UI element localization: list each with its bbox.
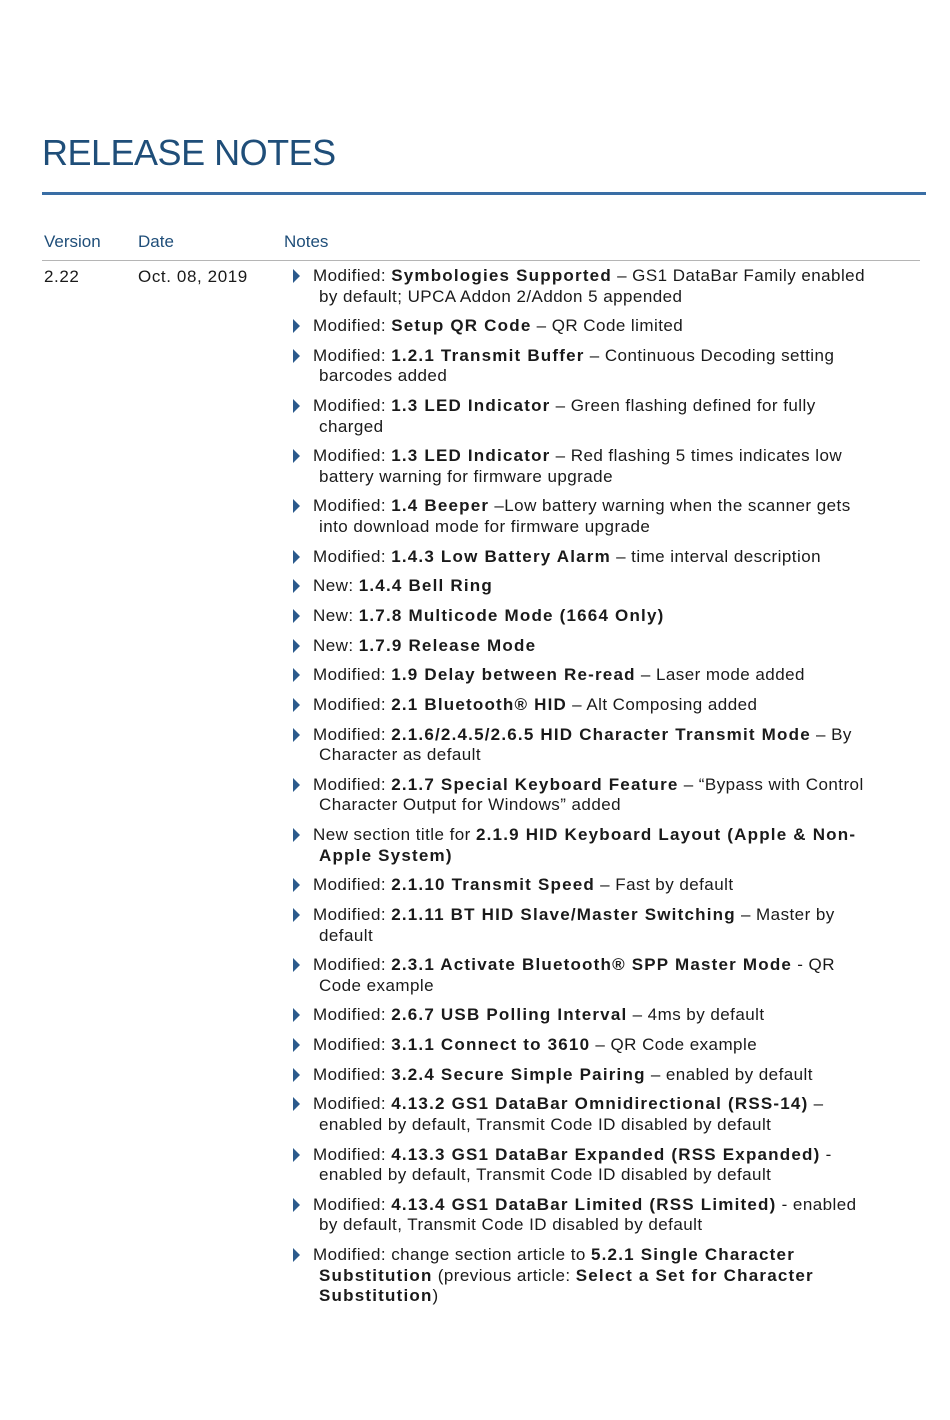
note-text: – enabled by default: [645, 1064, 813, 1084]
note-text: –: [808, 1094, 824, 1114]
note-text: Modified:: [313, 1005, 392, 1025]
note-section-ref: 2.1 Bluetooth® HID: [391, 695, 567, 715]
triangle-bullet-icon: [293, 1038, 300, 1052]
note-section-ref: Select a Set for Character: [575, 1265, 814, 1285]
note-line: [313, 665, 914, 686]
note-text: – QR Code example: [590, 1035, 758, 1055]
note-text: New section title for: [313, 825, 476, 845]
note-section-ref: 1.4 Beeper: [391, 496, 490, 516]
note-line: [313, 1035, 914, 1056]
title-divider: [42, 192, 926, 195]
note-text: New:: [313, 635, 359, 655]
note-line: [313, 725, 914, 746]
note-text: Modified:: [313, 1035, 392, 1055]
note-line: [313, 417, 914, 438]
note-text: enabled by default, Transmit Code ID disabled by default: [319, 1114, 772, 1134]
note-section-ref: 3.2.4 Secure Simple Pairing: [391, 1064, 646, 1084]
note-text: Modified:: [313, 774, 392, 794]
note-text: battery warning for firmware upgrade: [319, 466, 613, 486]
note-line: [313, 1195, 914, 1216]
triangle-bullet-icon: [293, 1248, 300, 1262]
note-line: [313, 1065, 914, 1086]
release-note-item: [290, 955, 914, 996]
triangle-bullet-icon: [293, 668, 300, 682]
triangle-bullet-icon: [293, 1008, 300, 1022]
note-text: Modified:: [313, 446, 392, 466]
release-note-item: [290, 446, 914, 487]
note-text: Modified:: [313, 1144, 392, 1164]
note-section-ref: 4.13.4 GS1 DataBar Limited (RSS Limited): [391, 1194, 777, 1214]
note-line: [313, 825, 914, 846]
note-text: – 4ms by default: [627, 1005, 765, 1025]
note-section-ref: 1.3 LED Indicator: [391, 446, 551, 466]
triangle-bullet-icon: [293, 609, 300, 623]
release-note-item: [290, 346, 914, 387]
note-line: [313, 266, 914, 287]
triangle-bullet-icon: [293, 349, 300, 363]
note-section-ref: Substitution: [319, 1286, 433, 1305]
note-text: – Alt Composing added: [567, 695, 758, 715]
note-text: Modified:: [313, 695, 392, 715]
note-section-ref: 1.3 LED Indicator: [391, 396, 551, 416]
note-line: [313, 467, 914, 488]
note-line: [313, 1115, 914, 1136]
release-note-item: [290, 396, 914, 437]
note-line: [313, 695, 914, 716]
triangle-bullet-icon: [293, 698, 300, 712]
note-text: default: [319, 925, 374, 945]
triangle-bullet-icon: [293, 958, 300, 972]
note-line: [313, 287, 914, 308]
triangle-bullet-icon: [293, 579, 300, 593]
column-header-date: Date: [138, 232, 174, 251]
note-text: Modified:: [313, 496, 392, 516]
note-line: [313, 316, 914, 337]
note-line: [313, 1145, 914, 1166]
note-text: Modified:: [313, 396, 392, 416]
note-line: [313, 955, 914, 976]
note-line: [313, 1005, 914, 1026]
date-cell: Oct. 08, 2019: [138, 267, 248, 286]
note-section-ref: 1.4.3 Low Battery Alarm: [391, 546, 611, 566]
note-section-ref: 2.6.7 USB Polling Interval: [391, 1005, 628, 1025]
note-text: – GS1 DataBar Family enabled: [611, 266, 865, 285]
note-text: – Green flashing defined for fully: [550, 396, 816, 416]
note-text: – By: [810, 724, 852, 744]
note-text: -: [820, 1144, 832, 1164]
triangle-bullet-icon: [293, 1097, 300, 1111]
release-note-item: [290, 725, 914, 766]
note-text: Modified:: [313, 1094, 392, 1114]
release-note-item: [290, 875, 914, 896]
note-section-ref: 2.3.1 Activate Bluetooth® SPP Master Mode: [391, 955, 793, 975]
note-line: [313, 745, 914, 766]
version-cell: 2.22: [44, 267, 80, 286]
note-text: Modified:: [313, 905, 392, 924]
note-line: [313, 346, 914, 367]
note-text: (previous article:: [432, 1265, 576, 1285]
note-line: [313, 976, 914, 997]
triangle-bullet-icon: [293, 449, 300, 463]
note-text: Code example: [319, 975, 435, 995]
triangle-bullet-icon: [293, 319, 300, 333]
release-note-item: [290, 1245, 914, 1307]
note-section-ref: Symbologies Supported: [391, 266, 612, 285]
note-text: Modified:: [313, 345, 392, 365]
note-line: [313, 1266, 914, 1287]
release-note-item: [290, 825, 914, 866]
column-header-version: Version: [44, 232, 101, 251]
note-section-ref: 5.2.1 Single Character: [590, 1245, 796, 1264]
note-text: Modified:: [313, 875, 392, 895]
note-text: Modified:: [313, 665, 392, 685]
note-text: by default; UPCA Addon 2/Addon 5 appended: [319, 286, 683, 306]
release-note-item: [290, 1145, 914, 1186]
note-section-ref: 1.7.8 Multicode Mode (1664 Only): [358, 606, 665, 625]
note-text: New:: [313, 576, 359, 596]
note-text: – Continuous Decoding setting: [584, 345, 835, 365]
note-section-ref: 2.1.7 Special Keyboard Feature: [391, 774, 679, 794]
triangle-bullet-icon: [293, 1148, 300, 1162]
note-text: charged: [319, 416, 384, 436]
note-section-ref: 3.1.1 Connect to 3610: [391, 1035, 591, 1055]
triangle-bullet-icon: [293, 728, 300, 742]
release-note-item: [290, 775, 914, 816]
note-line: [313, 795, 914, 816]
triangle-bullet-icon: [293, 908, 300, 922]
release-note-item: [290, 695, 914, 716]
note-text: – time interval description: [610, 546, 821, 566]
note-section-ref: 4.13.2 GS1 DataBar Omnidirectional (RSS-14): [391, 1094, 809, 1114]
note-text: – Laser mode added: [635, 665, 805, 685]
note-section-ref: 4.13.3 GS1 DataBar Expanded (RSS Expanded): [391, 1144, 821, 1164]
note-line: [313, 446, 914, 467]
table-header: [42, 232, 920, 261]
note-text: – QR Code limited: [531, 316, 684, 336]
column-header-notes: Notes: [284, 232, 329, 251]
note-text: – “Bypass with Control: [678, 774, 864, 794]
release-note-item: [290, 665, 914, 686]
release-note-item: [290, 606, 914, 627]
notes-list: [290, 266, 914, 1316]
release-note-item: [290, 1065, 914, 1086]
note-line: [313, 1094, 914, 1115]
note-text: - enabled: [776, 1194, 857, 1214]
note-text: Modified:: [313, 266, 392, 285]
note-line: [313, 517, 914, 538]
note-section-ref: 1.9 Delay between Re-read: [391, 665, 636, 685]
release-note-item: [290, 316, 914, 337]
note-text: Character Output for Windows” added: [319, 795, 622, 815]
note-line: [313, 576, 914, 597]
note-line: [313, 396, 914, 417]
note-line: [313, 1286, 914, 1307]
note-text: – Fast by default: [595, 875, 734, 895]
note-text: enabled by default, Transmit Code ID disabled by default: [319, 1165, 772, 1185]
note-text: Modified:: [313, 1194, 392, 1214]
note-section-ref: Setup QR Code: [391, 316, 532, 336]
note-text: Character as default: [319, 745, 482, 765]
note-text: - QR: [792, 955, 835, 975]
triangle-bullet-icon: [293, 499, 300, 513]
note-section-ref: 1.4.4 Bell Ring: [358, 576, 493, 596]
note-section-ref: 2.1.11 BT HID Slave/Master Switching: [391, 905, 736, 924]
note-text: – Master by: [735, 905, 835, 924]
release-note-item: [290, 266, 914, 307]
note-text: Modified:: [313, 546, 392, 566]
note-text: Modified:: [313, 955, 392, 975]
note-section-ref: 1.2.1 Transmit Buffer: [391, 345, 585, 365]
note-text: ): [432, 1286, 439, 1305]
triangle-bullet-icon: [293, 1068, 300, 1082]
note-text: Modified:: [313, 1064, 392, 1084]
note-text: barcodes added: [319, 366, 448, 386]
note-line: [313, 547, 914, 568]
note-text: –Low battery warning when the scanner gets: [489, 496, 851, 516]
note-line: [313, 496, 914, 517]
triangle-bullet-icon: [293, 639, 300, 653]
release-note-item: [290, 1195, 914, 1236]
note-section-ref: 1.7.9 Release Mode: [358, 635, 537, 655]
note-line: [313, 1165, 914, 1186]
triangle-bullet-icon: [293, 269, 300, 283]
note-text: by default, Transmit Code ID disabled by default: [319, 1215, 703, 1235]
triangle-bullet-icon: [293, 399, 300, 413]
triangle-bullet-icon: [293, 550, 300, 564]
note-text: Modified: change section article to: [313, 1245, 591, 1264]
release-note-item: [290, 496, 914, 537]
note-line: [313, 905, 914, 926]
release-note-item: [290, 1094, 914, 1135]
release-note-item: [290, 1005, 914, 1026]
note-line: [313, 1215, 914, 1236]
release-note-item: [290, 905, 914, 946]
page-title: RELEASE NOTES: [42, 132, 336, 173]
release-note-item: [290, 576, 914, 597]
note-text: Modified:: [313, 316, 392, 336]
note-text: – Red flashing 5 times indicates low: [550, 446, 843, 466]
triangle-bullet-icon: [293, 828, 300, 842]
note-line: [313, 875, 914, 896]
triangle-bullet-icon: [293, 878, 300, 892]
note-line: [313, 926, 914, 947]
note-section-ref: 2.1.10 Transmit Speed: [391, 875, 595, 895]
release-note-item: [290, 1035, 914, 1056]
note-line: [313, 636, 914, 657]
release-note-item: [290, 547, 914, 568]
note-text: New:: [313, 606, 359, 625]
note-section-ref: 2.1.9 HID Keyboard Layout (Apple & Non-: [475, 825, 857, 845]
note-line: [313, 846, 914, 867]
note-section-ref: Substitution: [319, 1265, 433, 1285]
note-text: into download mode for firmware upgrade: [319, 516, 651, 536]
triangle-bullet-icon: [293, 1198, 300, 1212]
release-note-item: [290, 636, 914, 657]
note-line: [313, 1245, 914, 1266]
note-line: [313, 775, 914, 796]
note-section-ref: 2.1.6/2.4.5/2.6.5 HID Character Transmit Mode: [391, 724, 811, 744]
note-section-ref: Apple System): [319, 845, 453, 865]
note-line: [313, 366, 914, 387]
note-line: [313, 606, 914, 627]
note-text: Modified:: [313, 724, 392, 744]
triangle-bullet-icon: [293, 778, 300, 792]
